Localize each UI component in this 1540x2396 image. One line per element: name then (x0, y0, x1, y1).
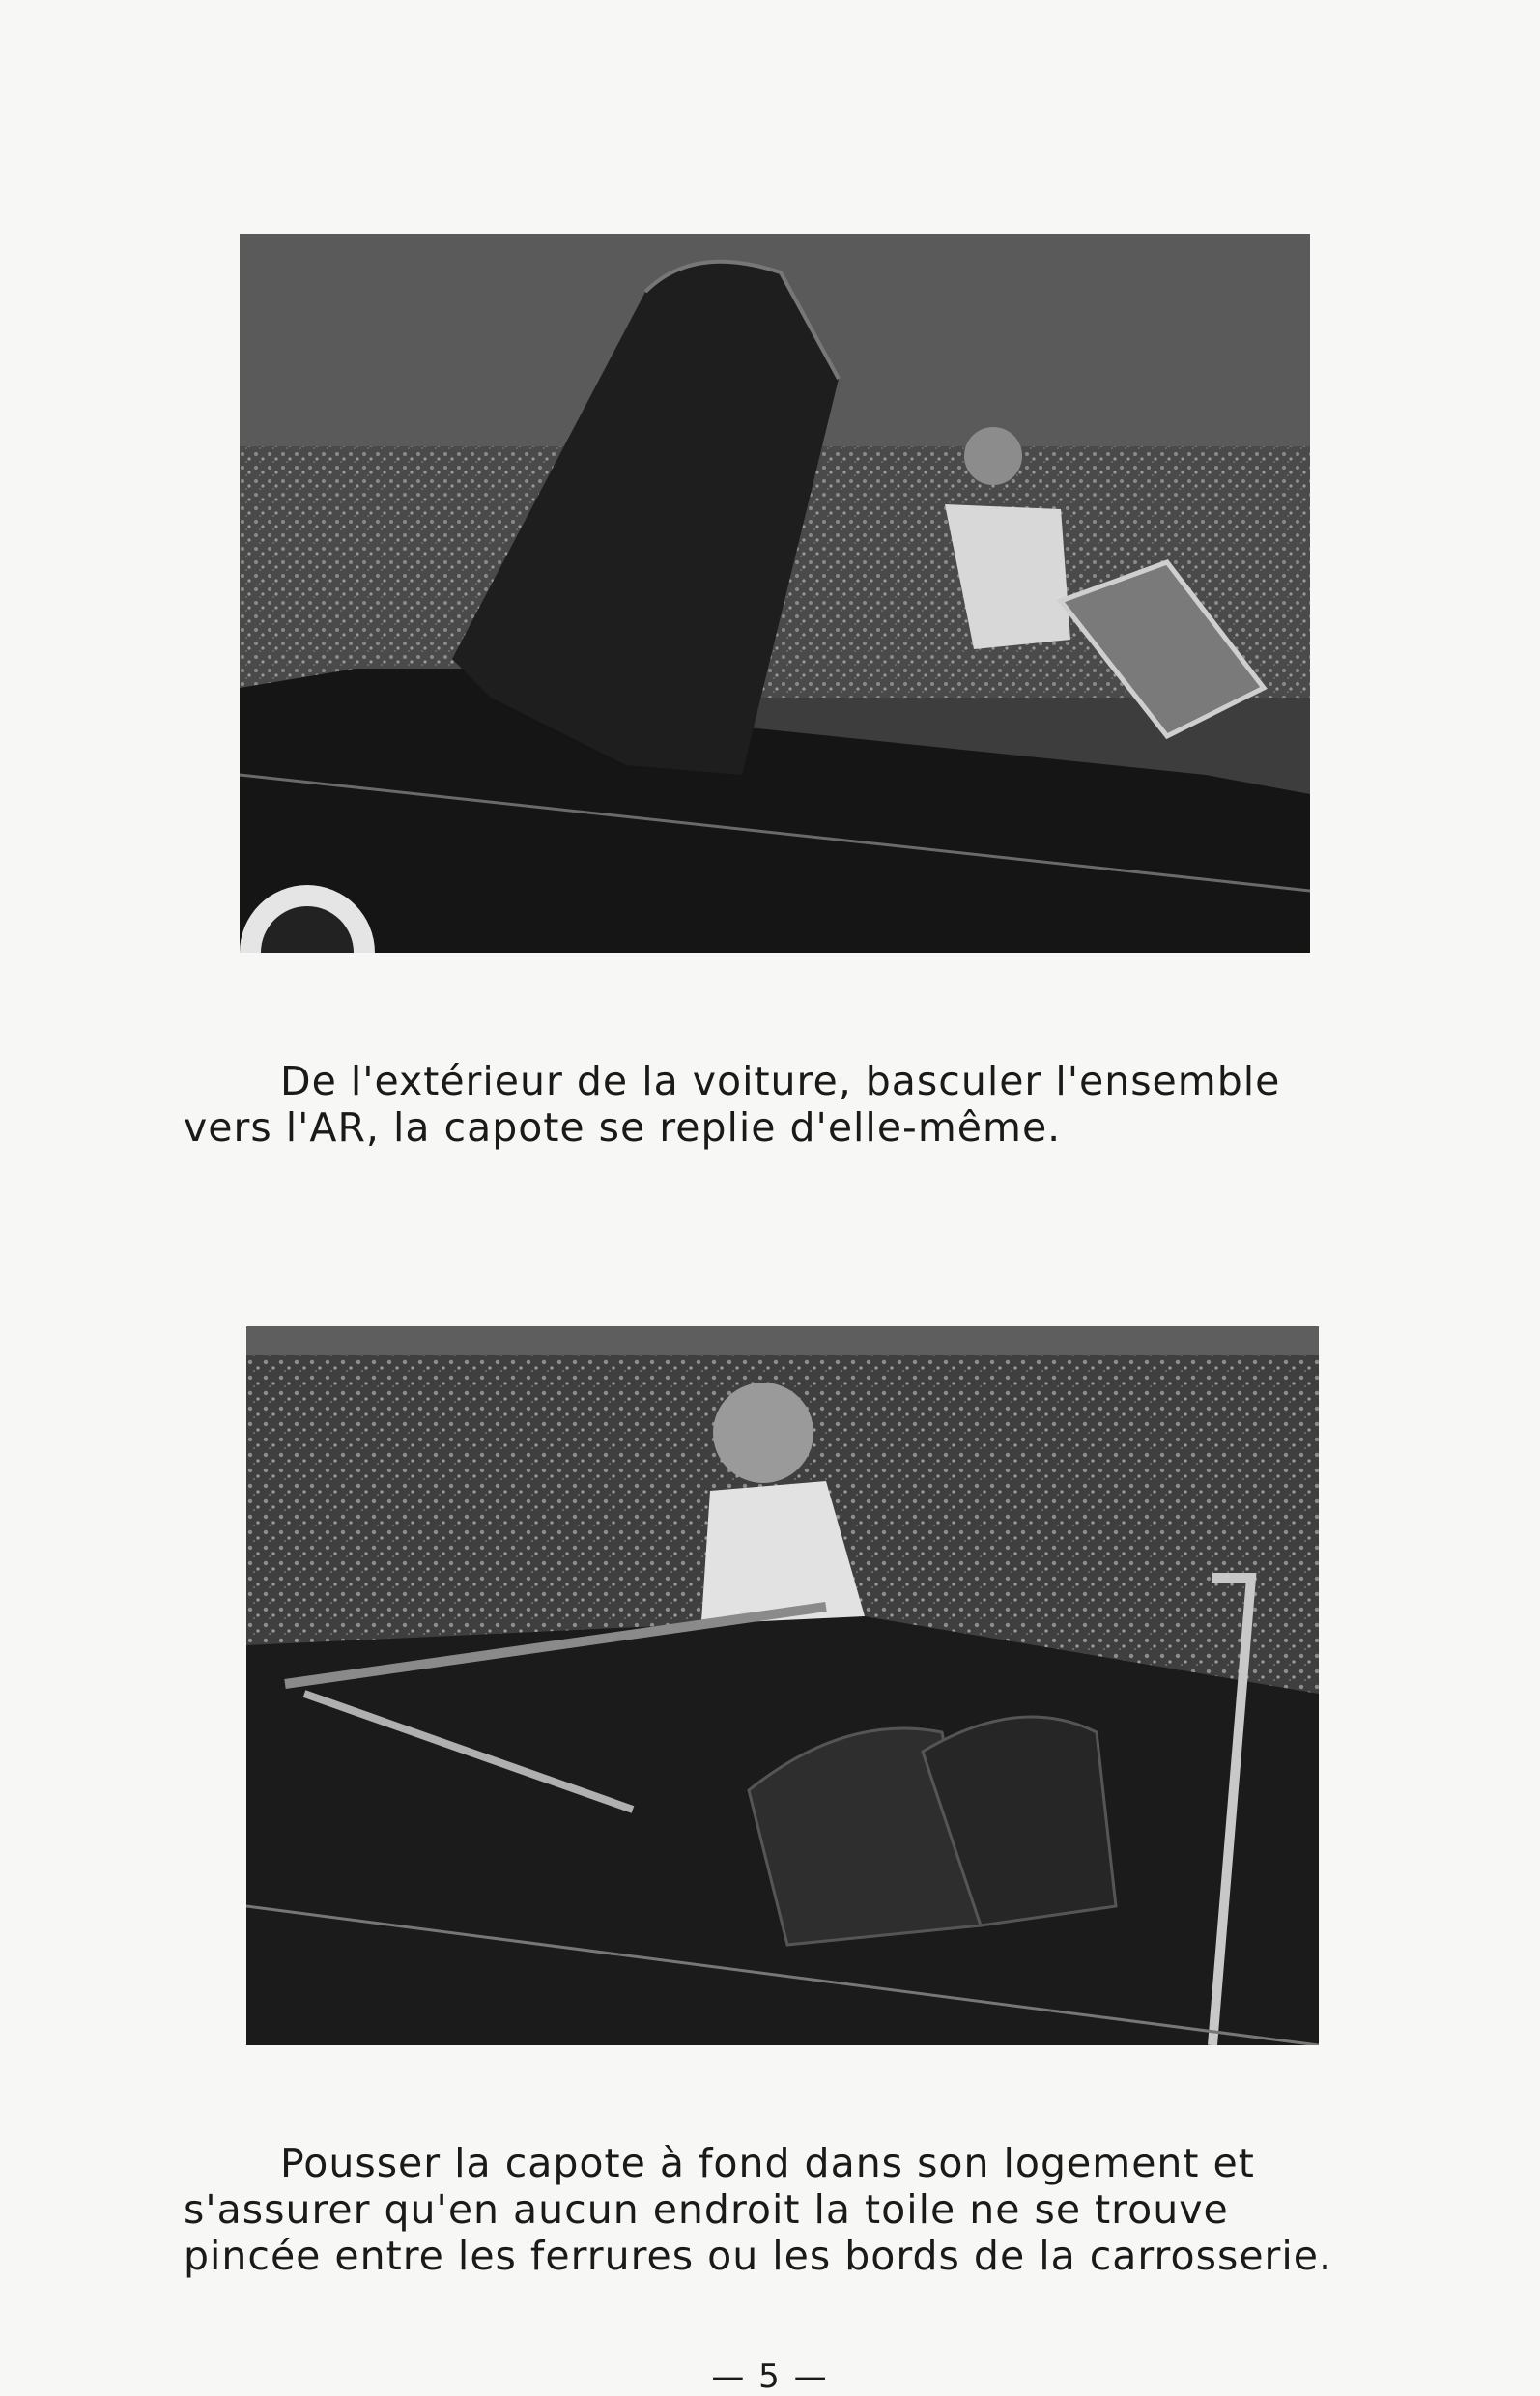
caption-first-line2: vers l'AR, la capote se replie d'elle-même. (184, 1104, 1062, 1151)
caption-first-line1: De l'extérieur de la voiture, basculer l'ensemble (280, 1058, 1281, 1104)
page-number: — 5 — (711, 2357, 829, 2396)
photo-icon (246, 1326, 1319, 2045)
caption-second-line3: pincée entre les ferrures ou les bords de la carrosserie. (184, 2233, 1333, 2279)
caption-second (184, 2140, 1362, 2279)
photo-woman-folding-hood (240, 234, 1310, 953)
photo-icon (240, 234, 1310, 953)
photo-man-pushing-hood (246, 1326, 1319, 2045)
caption-first (184, 1058, 1372, 1151)
caption-second-line1: Pousser la capote à fond dans son logement et (280, 2140, 1255, 2186)
caption-second-line2: s'assurer qu'en aucun endroit la toile ne se trouve (184, 2186, 1229, 2233)
